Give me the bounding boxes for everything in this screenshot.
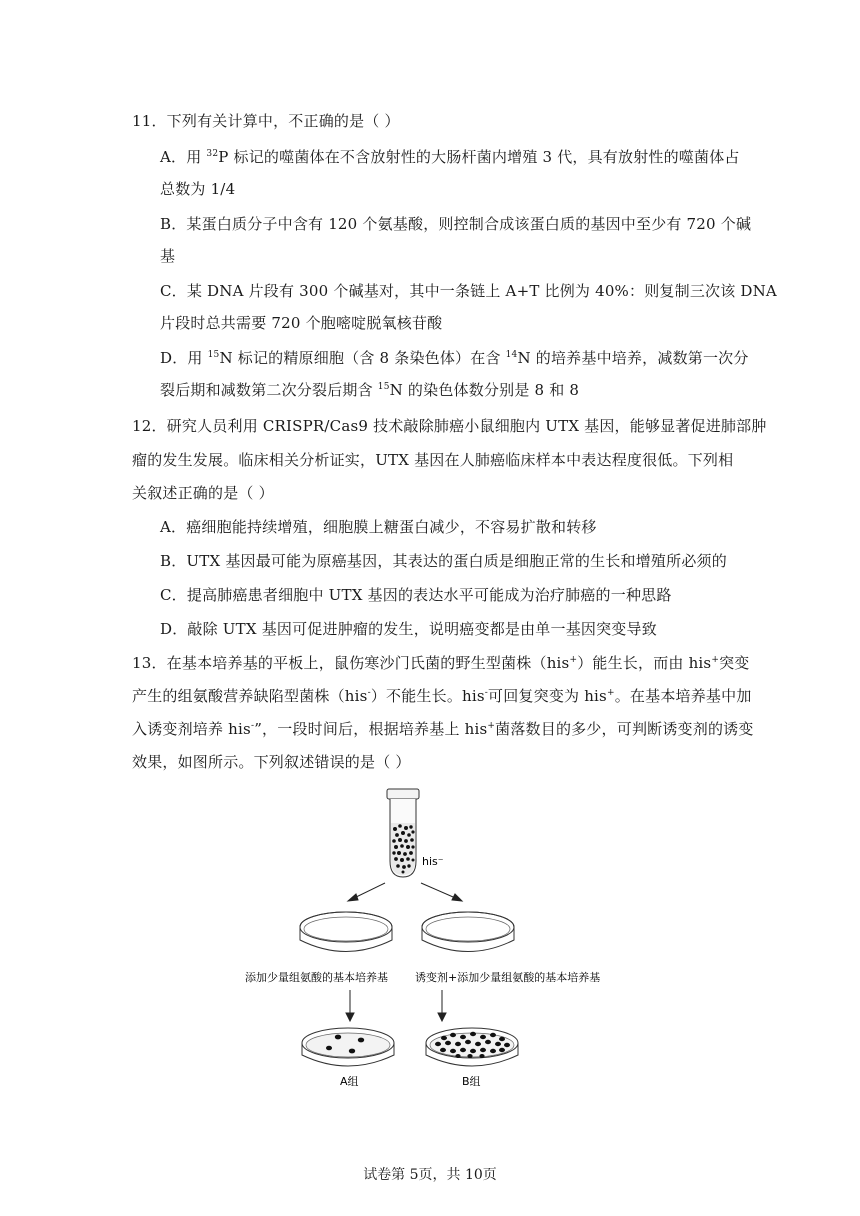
- q11-stem: 11．下列有关计算中，不正确的是（ ）: [132, 112, 400, 130]
- q12-stem-line1: 12．研究人员利用 CRISPR/Cas9 技术敲除肺癌小鼠细胞内 UTX 基因，能够显著促进肺部肿: [132, 417, 767, 435]
- q12-option-c: C．提高肺癌患者细胞中 UTX 基因的表达水平可能成为治疗肺癌的一种思路: [160, 586, 672, 604]
- q11-option-a-cont: 总数为 1/4: [160, 180, 236, 198]
- q13-stem-line3: 入诱变剂培养 his-”，一段时间后，根据培养基上 his+菌落数目的多少，可判断诱变剂的诱变: [132, 720, 754, 738]
- tube-label: his⁻: [422, 855, 444, 868]
- q12-option-a: A．癌细胞能持续增殖，细胞膜上糖蛋白减少，不容易扩散和转移: [160, 518, 597, 536]
- q13-stem-line4: 效果，如图所示。下列叙述错误的是（ ）: [132, 753, 411, 771]
- mutagen-experiment-figure: [230, 785, 630, 1095]
- q13-stem-line2: 产生的组氨酸营养缺陷型菌株（his-）不能生长。his-可回复突变为 his+。在基本培养基中加: [132, 687, 752, 705]
- left-medium-label: 添加少量组氨酸的基本培养基: [245, 971, 388, 984]
- split-arrows: [348, 883, 462, 901]
- plate-left-upper: [300, 912, 392, 952]
- plate-right-upper: [422, 912, 514, 952]
- q12-stem-line3: 关叙述正确的是（ ）: [132, 484, 274, 502]
- q11-option-c-cont: 片段时总共需要 720 个胞嘧啶脱氧核苷酸: [160, 314, 443, 332]
- q11-option-b-cont: 基: [160, 247, 176, 265]
- q11-option-d: D．用 $^{15}$N 标记的精原细胞（含 8 条染色体）在含 $^{14}$N 的培养基中培养，减数第一次分: [160, 349, 749, 367]
- q13-stem-line1: 13．在基本培养基的平板上，鼠伤寒沙门氏菌的野生型菌株（his+）能生长，而由 his+突变: [132, 654, 750, 672]
- test-tube: [387, 789, 419, 877]
- q11-option-d-cont: 裂后期和减数第二次分裂后期含 $^{15}$N 的染色体数分别是 8 和 8: [160, 381, 580, 399]
- plate-group-a: [302, 1028, 394, 1066]
- down-arrows: [346, 990, 446, 1021]
- group-a-label: A组: [340, 1075, 359, 1088]
- right-medium-label: 诱变剂+添加少量组氨酸的基本培养基: [415, 971, 601, 984]
- q11-option-c: C．某 DNA 片段有 300 个碱基对，其中一条链上 A+T 比例为 40%：则复制三次该 DNA: [160, 282, 777, 300]
- q11-option-a: A．用 $^{32}$P 标记的噬菌体在不含放射性的大肠杆菌内增殖 3 代，具有放射性的噬菌体占: [160, 148, 740, 166]
- q12-stem-line2: 瘤的发生发展。临床相关分析证实，UTX 基因在人肺癌临床样本中表达程度很低。下列相: [132, 451, 734, 469]
- group-b-label: B组: [462, 1075, 481, 1088]
- q12-option-d: D．敲除 UTX 基因可促进肿瘤的发生，说明癌变都是由单一基因突变导致: [160, 620, 657, 638]
- page-footer: 试卷第 5页，共 10页: [363, 1167, 497, 1183]
- q12-option-b: B．UTX 基因最可能为原癌基因，其表达的蛋白质是细胞正常的生长和增殖所必须的: [160, 552, 727, 570]
- plate-group-b: [426, 1028, 518, 1066]
- q11-option-b: B．某蛋白质分子中含有 120 个氨基酸，则控制合成该蛋白质的基因中至少有 720 个碱: [160, 215, 752, 233]
